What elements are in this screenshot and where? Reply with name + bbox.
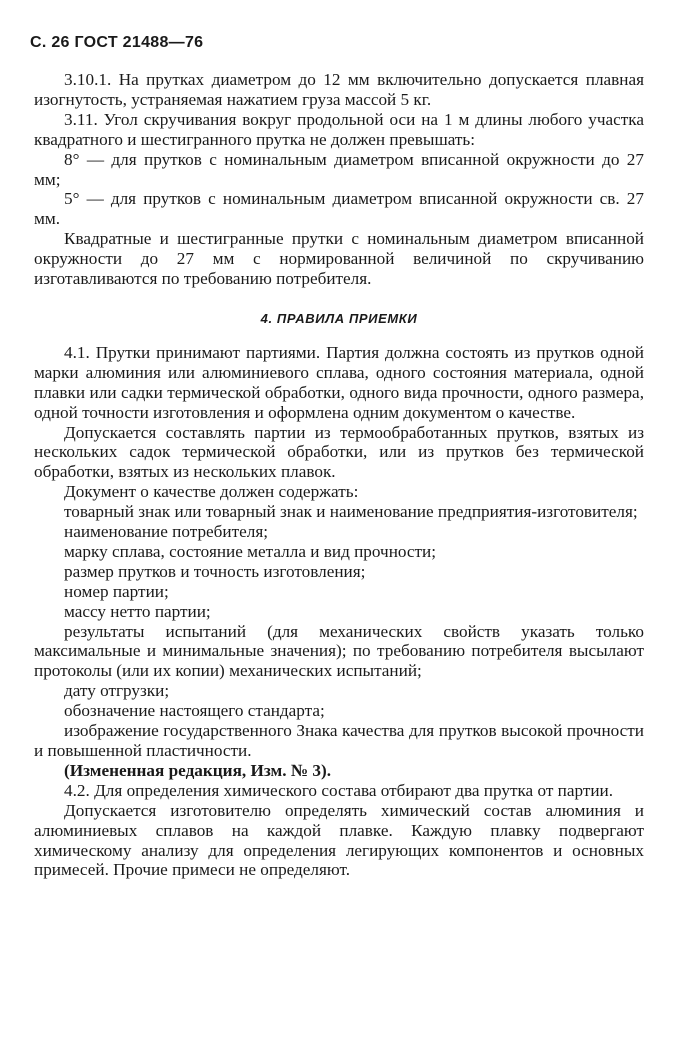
paragraph-3-11-item-5deg: 5° — для прутков с номинальным диаметром вписанной окружности св. 27 мм.: [34, 189, 644, 229]
paragraph-4-1-doc-intro: Документ о качестве должен содержать:: [64, 482, 359, 502]
paragraph-3-11-item-8deg: 8° — для прутков с номинальным диаметром вписанной окружности до 27 мм;: [34, 149, 644, 189]
list-item: номер партии;: [64, 581, 169, 601]
list-item: дату отгрузки;: [64, 681, 170, 701]
list-item: изображение государственного Знака качества для прутков высокой прочности и повышенной пластичности.: [34, 721, 644, 760]
paragraph-4-2: 4.2. Для определения химического состава отбирают два прутка от партии.: [64, 780, 614, 800]
paragraph-4-1-batches: Допускается составлять партии из термообработанных прутков, взятых из нескольких садок термической обработки, или из прутков без термической обработки, взятых из нескольких плавок.: [34, 422, 644, 482]
paragraph-4-1: 4.1. Прутки принимают партиями. Партия должна состоять из прутков одной марки алюминия или алюминиевого сплава, одного состояния материала, одной плавки или садки термической обработки, одного вида прочности, одного размера, одной точности изготовления и оформлена одним документом о качестве.: [34, 342, 644, 422]
list-item: товарный знак или товарный знак и наименование предприятия-изготовителя;: [64, 502, 638, 522]
list-item: обозначение настоящего стандарта;: [64, 701, 325, 721]
paragraph-3-11: 3.11. Угол скручивания вокруг продольной оси на 1 м длины любого участка квадратного и шестигранного прутка не должен превышать:: [34, 109, 644, 149]
list-item: наименование потребителя;: [64, 522, 269, 542]
paragraph-3-10-1: 3.10.1. На прутках диаметром до 12 мм включительно допускается плавная изогнутость, устраняемая нажатием груза массой 5 кг.: [34, 70, 644, 109]
page-header: С. 26 ГОСТ 21488—76: [30, 34, 204, 51]
document-body: [34, 70, 644, 880]
list-item: размер прутков и точность изготовления;: [64, 561, 366, 581]
list-item: массу нетто партии;: [64, 601, 211, 621]
list-item: марку сплава, состояние металла и вид прочности;: [64, 541, 437, 561]
revision-note: (Измененная редакция, Изм. № 3).: [64, 760, 331, 780]
section-heading: 4. ПРАВИЛА ПРИЕМКИ: [260, 310, 418, 326]
list-item: результаты испытаний (для механических свойств указать только максимальные и минимальные значения); по требованию потребителя высылают протоколы (или их копии) механических испытаний;: [34, 621, 644, 681]
paragraph-4-2-chemical: Допускается изготовителю определять химический состав алюминия и алюминиевых сплавов на каждой плавке. Каждую плавку подвергают химическому анализу для определения легирующих компонентов и основных примесей. Прочие примеси не определяют.: [34, 800, 644, 880]
paragraph-3-11-note: Квадратные и шестигранные прутки с номинальным диаметром вписанной окружности до 27 мм с нормированной величиной по скручиванию изготавливаются по требованию потребителя.: [34, 229, 644, 289]
